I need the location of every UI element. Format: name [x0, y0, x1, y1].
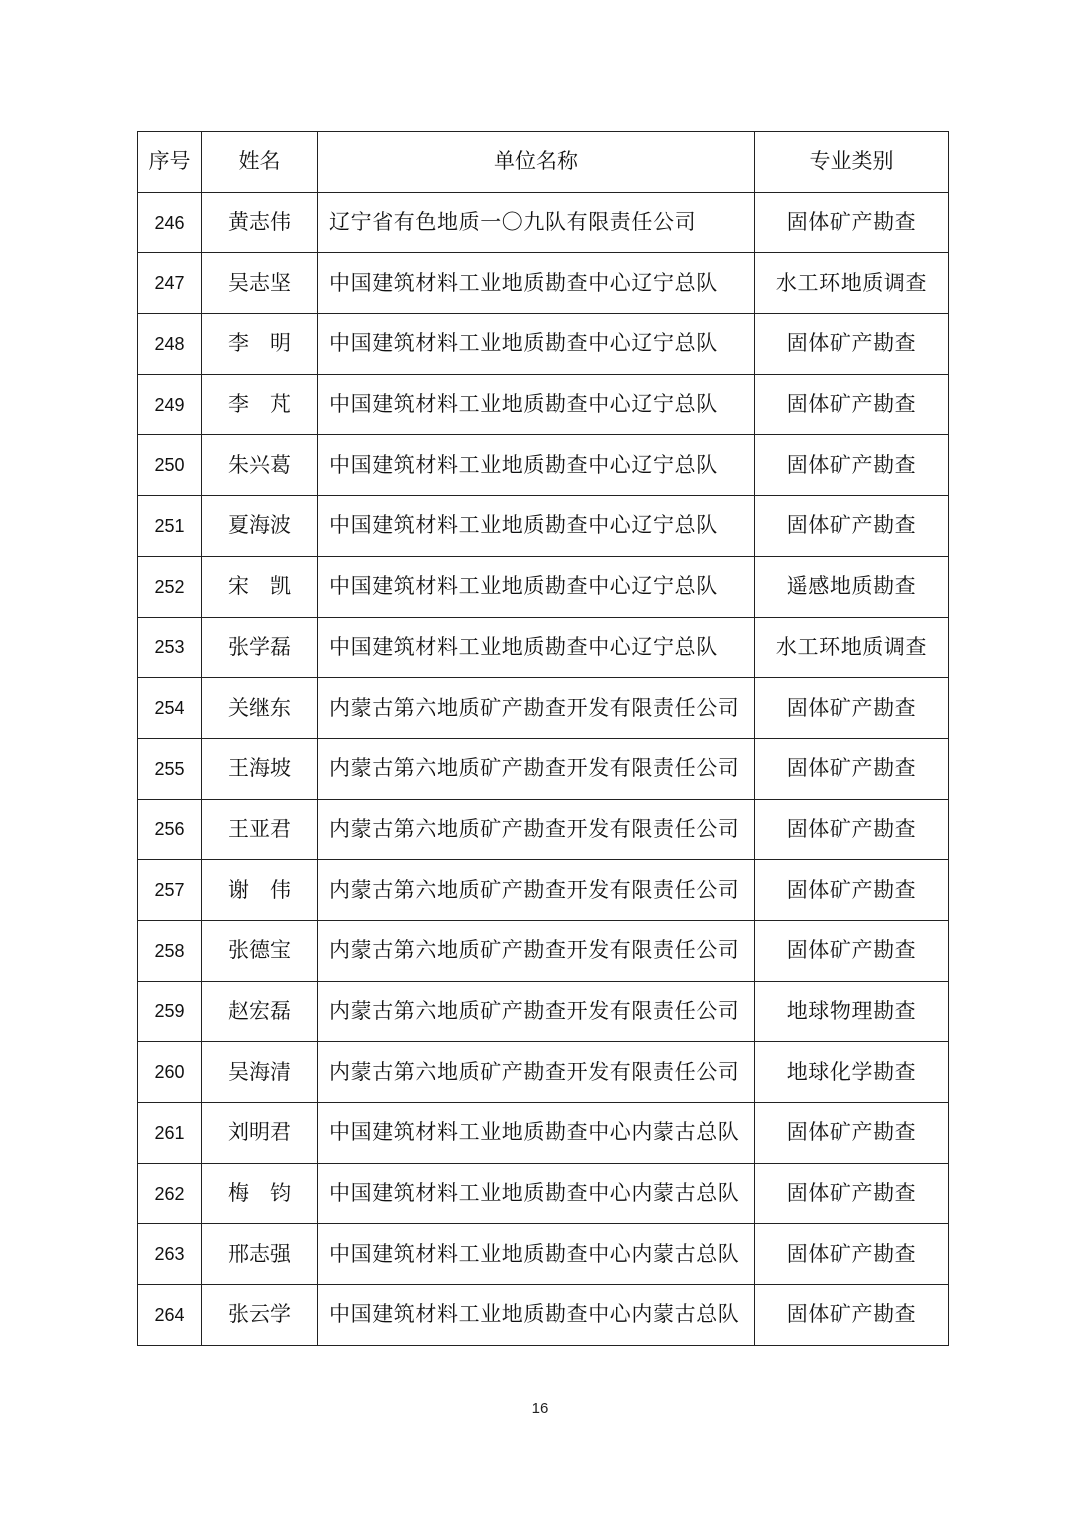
cell-name: 吴志坚: [202, 253, 318, 314]
cell-no: 263: [138, 1224, 202, 1285]
table-row: [138, 1285, 949, 1346]
cell-no: 262: [138, 1163, 202, 1224]
cell-no: 251: [138, 496, 202, 557]
table-row: [138, 738, 949, 799]
page-number: 16: [531, 1400, 549, 1417]
header-no: 序号: [138, 132, 202, 193]
personnel-table: [137, 131, 949, 1346]
cell-category: 固体矿产勘查: [755, 1285, 949, 1346]
header-category: 专业类别: [755, 132, 949, 193]
cell-no: 260: [138, 1042, 202, 1103]
cell-unit: 中国建筑材料工业地质勘查中心辽宁总队: [318, 617, 755, 678]
table-row: [138, 314, 949, 375]
table-row: [138, 1042, 949, 1103]
cell-no: 248: [138, 314, 202, 375]
table-row: [138, 860, 949, 921]
table-row: [138, 556, 949, 617]
cell-category: 固体矿产勘查: [755, 1103, 949, 1164]
cell-name: 朱兴葛: [202, 435, 318, 496]
cell-category: 固体矿产勘查: [755, 374, 949, 435]
cell-category: 固体矿产勘查: [755, 192, 949, 253]
table-header-row: [138, 132, 949, 193]
cell-unit: 中国建筑材料工业地质勘查中心内蒙古总队: [318, 1285, 755, 1346]
cell-name: 夏海波: [202, 496, 318, 557]
cell-no: 254: [138, 678, 202, 739]
table-row: [138, 192, 949, 253]
cell-unit: 中国建筑材料工业地质勘查中心辽宁总队: [318, 314, 755, 375]
cell-unit: 内蒙古第六地质矿产勘查开发有限责任公司: [318, 678, 755, 739]
cell-category: 遥感地质勘查: [755, 556, 949, 617]
table-row: [138, 1103, 949, 1164]
cell-category: 固体矿产勘查: [755, 738, 949, 799]
cell-name: 梅 钧: [202, 1163, 318, 1224]
cell-unit: 内蒙古第六地质矿产勘查开发有限责任公司: [318, 860, 755, 921]
cell-category: 固体矿产勘查: [755, 799, 949, 860]
cell-name: 赵宏磊: [202, 981, 318, 1042]
cell-unit: 中国建筑材料工业地质勘查中心辽宁总队: [318, 496, 755, 557]
cell-unit: 中国建筑材料工业地质勘查中心内蒙古总队: [318, 1163, 755, 1224]
table-row: [138, 678, 949, 739]
cell-unit: 中国建筑材料工业地质勘查中心辽宁总队: [318, 374, 755, 435]
cell-category: 固体矿产勘查: [755, 314, 949, 375]
cell-unit: 内蒙古第六地质矿产勘查开发有限责任公司: [318, 799, 755, 860]
cell-unit: 中国建筑材料工业地质勘查中心辽宁总队: [318, 556, 755, 617]
cell-unit: 辽宁省有色地质一〇九队有限责任公司: [318, 192, 755, 253]
table-row: [138, 374, 949, 435]
table-row: [138, 981, 949, 1042]
cell-name: 宋 凯: [202, 556, 318, 617]
table-row: [138, 617, 949, 678]
cell-category: 固体矿产勘查: [755, 1224, 949, 1285]
cell-name: 张德宝: [202, 920, 318, 981]
cell-no: 257: [138, 860, 202, 921]
header-unit: 单位名称: [318, 132, 755, 193]
cell-category: 固体矿产勘查: [755, 435, 949, 496]
header-name: 姓名: [202, 132, 318, 193]
cell-unit: 中国建筑材料工业地质勘查中心内蒙古总队: [318, 1103, 755, 1164]
table-row: [138, 799, 949, 860]
cell-name: 李 明: [202, 314, 318, 375]
cell-category: 地球化学勘查: [755, 1042, 949, 1103]
cell-name: 李 芃: [202, 374, 318, 435]
cell-no: 252: [138, 556, 202, 617]
table-body: [138, 192, 949, 1345]
cell-no: 261: [138, 1103, 202, 1164]
table-row: [138, 920, 949, 981]
table-row: [138, 435, 949, 496]
cell-no: 253: [138, 617, 202, 678]
cell-name: 邢志强: [202, 1224, 318, 1285]
cell-name: 王海坡: [202, 738, 318, 799]
cell-name: 关继东: [202, 678, 318, 739]
cell-no: 246: [138, 192, 202, 253]
cell-unit: 内蒙古第六地质矿产勘查开发有限责任公司: [318, 1042, 755, 1103]
cell-no: 259: [138, 981, 202, 1042]
cell-name: 黄志伟: [202, 192, 318, 253]
cell-no: 258: [138, 920, 202, 981]
cell-category: 水工环地质调查: [755, 617, 949, 678]
cell-no: 250: [138, 435, 202, 496]
cell-unit: 中国建筑材料工业地质勘查中心内蒙古总队: [318, 1224, 755, 1285]
cell-unit: 内蒙古第六地质矿产勘查开发有限责任公司: [318, 981, 755, 1042]
cell-no: 249: [138, 374, 202, 435]
cell-unit: 内蒙古第六地质矿产勘查开发有限责任公司: [318, 738, 755, 799]
cell-category: 固体矿产勘查: [755, 1163, 949, 1224]
cell-name: 张学磊: [202, 617, 318, 678]
cell-name: 谢 伟: [202, 860, 318, 921]
cell-name: 张云学: [202, 1285, 318, 1346]
cell-category: 固体矿产勘查: [755, 860, 949, 921]
cell-no: 255: [138, 738, 202, 799]
cell-unit: 内蒙古第六地质矿产勘查开发有限责任公司: [318, 920, 755, 981]
cell-no: 256: [138, 799, 202, 860]
table-row: [138, 253, 949, 314]
cell-category: 固体矿产勘查: [755, 496, 949, 557]
cell-unit: 中国建筑材料工业地质勘查中心辽宁总队: [318, 435, 755, 496]
cell-unit: 中国建筑材料工业地质勘查中心辽宁总队: [318, 253, 755, 314]
cell-name: 吴海清: [202, 1042, 318, 1103]
cell-category: 地球物理勘查: [755, 981, 949, 1042]
table-row: [138, 1163, 949, 1224]
cell-name: 王亚君: [202, 799, 318, 860]
cell-category: 固体矿产勘查: [755, 678, 949, 739]
cell-name: 刘明君: [202, 1103, 318, 1164]
cell-no: 264: [138, 1285, 202, 1346]
table-row: [138, 1224, 949, 1285]
cell-no: 247: [138, 253, 202, 314]
cell-category: 固体矿产勘查: [755, 920, 949, 981]
cell-category: 水工环地质调查: [755, 253, 949, 314]
table-row: [138, 496, 949, 557]
